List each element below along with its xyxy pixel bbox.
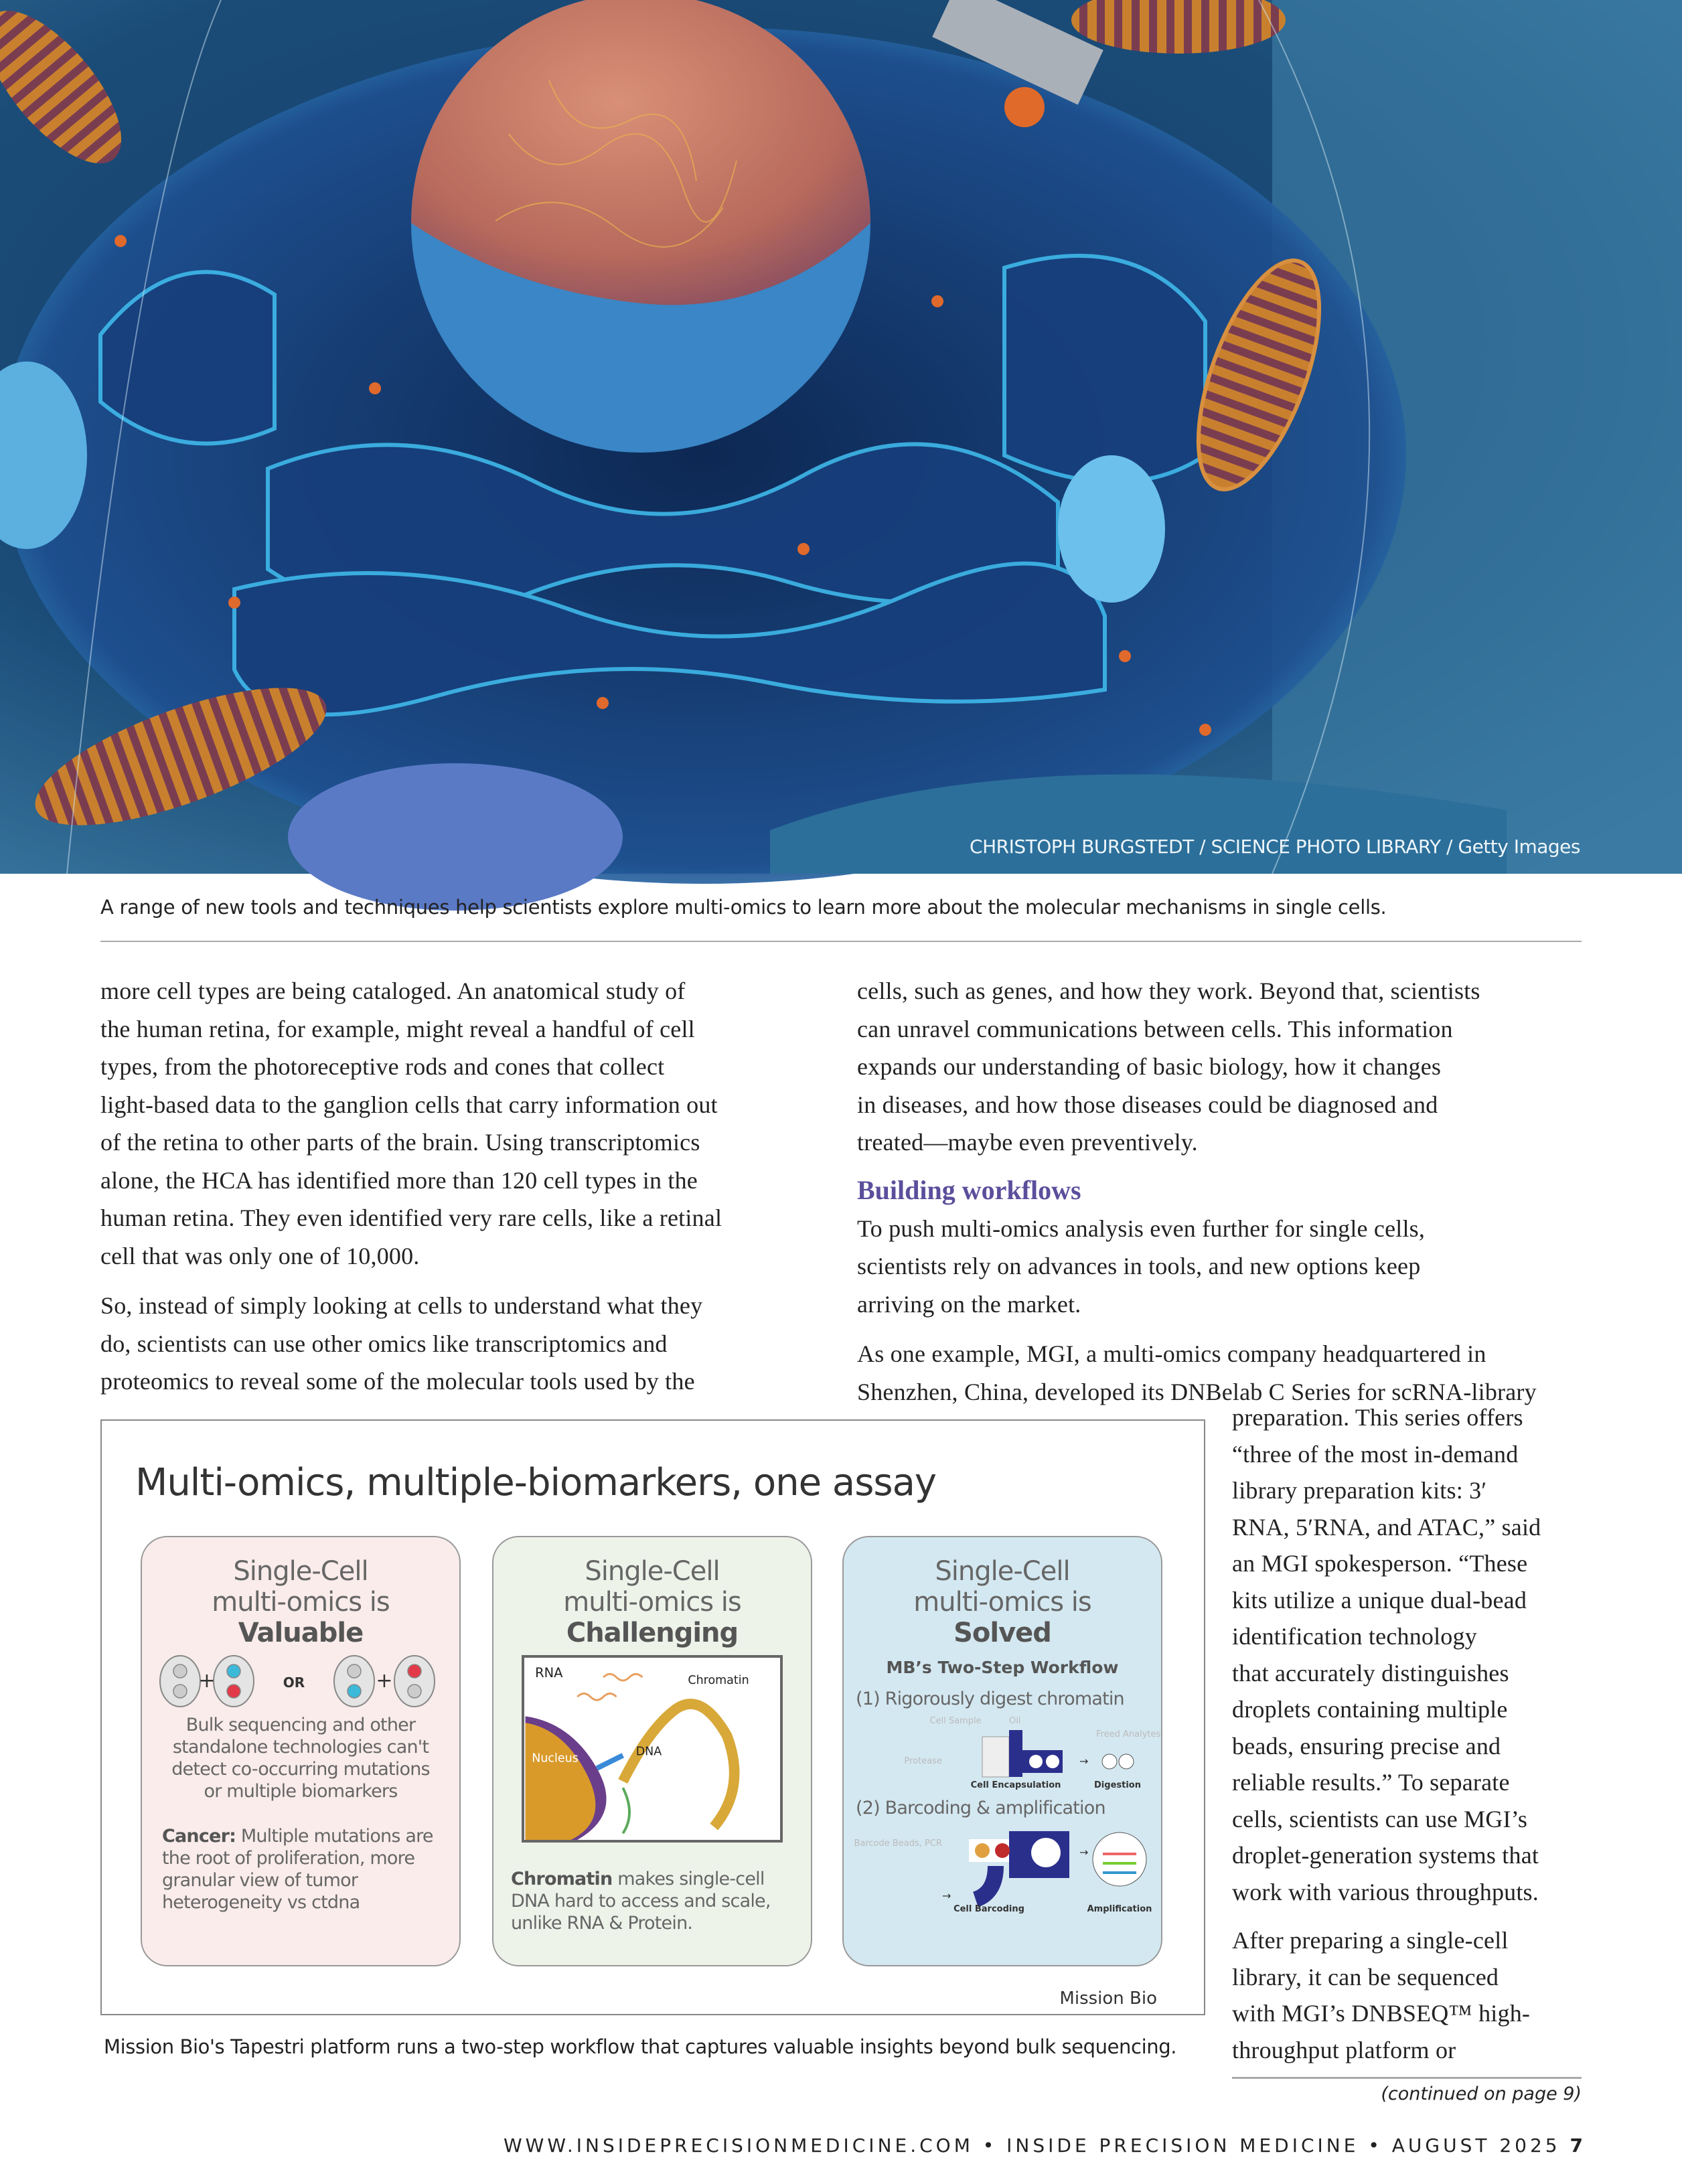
page-footer: WWW.INSIDEPRECISIONMEDICINE.COM • INSIDE PRECISION MEDICINE • AUGUST 2025 7 — [504, 2134, 1583, 2157]
svg-text:→: → — [1079, 1755, 1089, 1768]
panel-body: Bulk sequencing and other standalone technologies can't detect co-occurring mutations or multiple biomarkers — [171, 1715, 430, 1802]
text-line: of the retina to other parts of the brain. Using transcriptomics — [100, 1129, 700, 1156]
text-line: with MGI’s DNBSEQ™ high- — [1232, 2000, 1531, 2027]
text-line: reliable results.” To separate — [1232, 1769, 1510, 1796]
photo-caption: A range of new tools and techniques help scientists explore multi-omics to learn more about the molecular mechanisms in single cells. — [100, 896, 1387, 919]
encapsulation-diagram — [855, 1710, 1161, 1790]
workflow-step: (1) Rigorously digest chromatin — [856, 1689, 1124, 1709]
text-line: preparation. This series offers — [1232, 1404, 1523, 1431]
paragraph — [100, 972, 722, 1275]
panel-heading: multi-omics is — [212, 1587, 390, 1618]
panel-heading: multi-omics is — [913, 1587, 1091, 1618]
figure-credit: Mission Bio — [1059, 1988, 1157, 2009]
panel-challenging — [492, 1536, 812, 1966]
paragraph — [1232, 1399, 1541, 1910]
text-line: library preparation kits: 3′ — [1232, 1477, 1487, 1504]
text-line: After preparing a single-cell — [1232, 1927, 1509, 1954]
text-line: light-based data to the ganglion cells that carry information out — [100, 1091, 718, 1118]
text-line: So, instead of simply looking at cells to understand what they — [100, 1292, 703, 1319]
panel-heading-bold: Valuable — [238, 1618, 364, 1648]
svg-text:Chromatin: Chromatin — [688, 1673, 749, 1687]
text-line: droplets containing multiple — [1232, 1696, 1508, 1723]
text-line: Shenzhen, China, developed its DNBelab C Series for scRNA-library — [857, 1378, 1537, 1405]
panel-heading-bold: Solved — [953, 1618, 1051, 1648]
workflow-title: MB’s Two-Step Workflow — [886, 1658, 1119, 1677]
paragraph — [100, 1287, 722, 1401]
text-line: cells, such as genes, and how they work. Beyond that, scientists — [857, 978, 1480, 1004]
text-line: more cell types are being cataloged. An anatomical study of — [100, 978, 686, 1004]
text-line: beads, ensuring precise and — [1232, 1732, 1501, 1760]
panel-solved — [842, 1536, 1162, 1966]
text-line: in diseases, and how those diseases could be diagnosed and — [857, 1091, 1438, 1118]
text-line: cells, scientists can use MGI’s — [1232, 1805, 1528, 1832]
svg-text:Barcode Beads, PCR: Barcode Beads, PCR — [854, 1839, 942, 1849]
panel-heading: Single-Cell — [935, 1556, 1070, 1587]
svg-text:Cell Sample: Cell Sample — [929, 1716, 982, 1726]
svg-text:Nucleus: Nucleus — [532, 1751, 579, 1766]
section-heading: Building workflows — [857, 1174, 1081, 1205]
barcoding-diagram — [855, 1819, 1150, 1913]
paragraph — [1232, 1922, 1541, 2068]
text-line: droplet-generation systems that — [1232, 1842, 1539, 1869]
text-line: RNA, 5′RNA, and ATAC,” said — [1232, 1513, 1541, 1541]
page-number: 7 — [1570, 2134, 1583, 2157]
svg-text:Digestion: Digestion — [1094, 1780, 1141, 1790]
svg-text:Freed Analytes: Freed Analytes — [1096, 1729, 1161, 1739]
cell-illustration-photo — [0, 0, 1682, 874]
text-line: alone, the HCA has identified more than 120 cell types in the — [100, 1166, 698, 1194]
svg-text:DNA: DNA — [635, 1745, 662, 1759]
text-line: expands our understanding of basic biology, how it changes — [857, 1053, 1442, 1080]
panel-heading: multi-omics is — [563, 1587, 741, 1618]
text-line: the human retina, for example, might reveal a handful of cell — [100, 1015, 695, 1042]
panel-heading: Single-Cell — [233, 1556, 368, 1587]
panel-note: Chromatin makes single-cell DNA hard to access and scale, unlike RNA & Protein. — [511, 1869, 771, 1934]
text-line: “three of the most in-demand — [1232, 1440, 1519, 1468]
paragraph — [857, 972, 1537, 1162]
svg-text:→: → — [1079, 1846, 1089, 1859]
svg-text:Cell Encapsulation: Cell Encapsulation — [970, 1780, 1061, 1790]
text-line: work with various throughputs. — [1232, 1878, 1539, 1905]
text-line: As one example, MGI, a multi-omics company headquartered in — [857, 1340, 1486, 1367]
text-line: do, scientists can use other omics like transcriptomics and — [100, 1330, 668, 1357]
text-line: kits utilize a unique dual-bead — [1232, 1586, 1527, 1614]
svg-text:Protease: Protease — [904, 1756, 942, 1766]
text-line: identification technology — [1232, 1623, 1477, 1650]
panel-heading: Single-Cell — [585, 1556, 720, 1587]
text-line: human retina. They even identified very rare cells, like a retinal — [100, 1204, 722, 1231]
figure-title: Multi-omics, multiple-biomarkers, one assay — [135, 1461, 937, 1504]
text-line: proteomics to reveal some of the molecular tools used by the — [100, 1368, 695, 1395]
svg-text:OR: OR — [283, 1674, 305, 1691]
panel-heading-bold: Challenging — [566, 1618, 739, 1648]
svg-text:+: + — [198, 1669, 216, 1693]
panel-note: Cancer: Multiple mutations are the root of proliferation, more granular view of tumor heterogeneity vs ctdna — [162, 1826, 433, 1913]
svg-text:Cell Barcoding: Cell Barcoding — [953, 1904, 1024, 1914]
figure-box — [100, 1419, 1205, 2015]
text-line: that accurately distinguishes — [1232, 1659, 1509, 1687]
svg-text:Oil: Oil — [1009, 1716, 1021, 1726]
figure-caption: Mission Bio's Tapestri platform runs a two-step workflow that captures valuable insights beyond bulk sequencing. — [104, 2035, 1177, 2058]
text-line: To push multi-omics analysis even further for single cells, — [857, 1215, 1426, 1242]
right-column — [857, 972, 1537, 1423]
chromatin-diagram — [522, 1655, 783, 1843]
text-line: arriving on the market. — [857, 1290, 1081, 1318]
divider — [100, 941, 1582, 942]
svg-text:→: → — [942, 1889, 951, 1902]
svg-text:RNA: RNA — [535, 1665, 563, 1681]
left-column — [100, 972, 722, 1413]
workflow-step: (2) Barcoding & amplification — [856, 1798, 1105, 1818]
narrow-column — [1232, 1399, 1541, 2080]
text-line: cell that was only one of 10,000. — [100, 1242, 420, 1269]
text-line: library, it can be sequenced — [1232, 1963, 1499, 1991]
photo-credit: CHRISTOPH BURGSTEDT / SCIENCE PHOTO LIBRARY / Getty Images — [970, 836, 1580, 858]
text-line: types, from the photoreceptive rods and cones that collect — [100, 1053, 665, 1080]
panel-valuable — [141, 1536, 461, 1966]
text-line: can unravel communications between cells. This information — [857, 1015, 1453, 1042]
text-line: treated—maybe even preventively. — [857, 1129, 1198, 1156]
paragraph — [857, 1210, 1537, 1324]
continued-link[interactable]: (continued on page 9) — [1381, 2084, 1582, 2104]
divider — [1232, 2077, 1582, 2079]
text-line: scientists rely on advances in tools, and new options keep — [857, 1253, 1421, 1279]
svg-text:Amplification: Amplification — [1087, 1904, 1152, 1914]
text-line: throughput platform or — [1232, 2036, 1456, 2063]
text-line: an MGI spokesperson. “These — [1232, 1550, 1528, 1577]
cell-pair-icons — [153, 1651, 448, 1711]
svg-text:+: + — [376, 1669, 393, 1693]
